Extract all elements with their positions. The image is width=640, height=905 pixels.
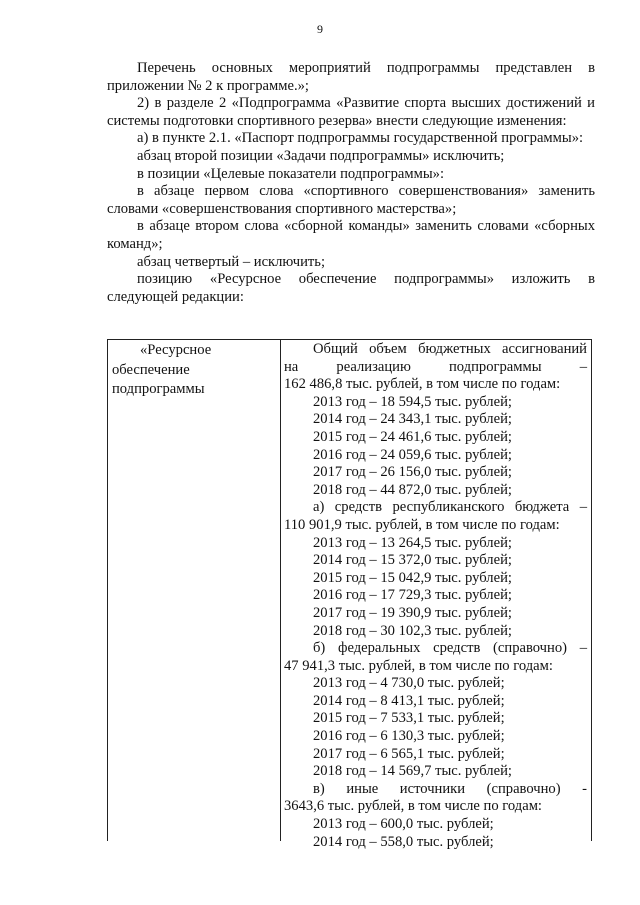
table-right-line: 2013 год – 13 264,5 тыс. рублей; — [313, 534, 512, 551]
paragraph: абзац четвертый – исключить; — [137, 253, 326, 270]
table-right-line: 2017 год – 6 565,1 тыс. рублей; — [313, 745, 505, 762]
table-right-line: 2017 год – 19 390,9 тыс. рублей; — [313, 604, 512, 621]
table-left-line: обеспечение — [112, 361, 190, 378]
paragraph: в абзаце первом слова «спортивного совершенствования» заменить словами «совершенствования спортивного мастерства»; — [107, 183, 595, 217]
table-right-line: на реализацию подпрограммы – — [284, 358, 587, 375]
table-right-line: 110 901,9 тыс. рублей, в том числе по годам: — [284, 516, 560, 533]
paragraph: в позиции «Целевые показатели подпрограммы»: — [137, 165, 445, 182]
table-right-line: 2016 год – 6 130,3 тыс. рублей; — [313, 728, 505, 745]
table-right-line: б) федеральных средств (справочно) – — [313, 640, 587, 657]
paragraph: Перечень основных мероприятий подпрограммы представлен в приложении № 2 к программе.»; — [107, 60, 595, 94]
table-right-line: 2013 год – 4 730,0 тыс. рублей; — [313, 675, 505, 692]
paragraph: 2) в разделе 2 «Подпрограмма «Развитие спорта высших достижений и системы подготовки спортивного резерва» внести следующие изменения: — [107, 95, 595, 129]
table-right-line: 2014 год – 8 413,1 тыс. рублей; — [313, 692, 505, 709]
table-right-line: 2015 год – 24 461,6 тыс. рублей; — [313, 428, 512, 445]
table-right-line: 2014 год – 24 343,1 тыс. рублей; — [313, 411, 512, 428]
table-right-line: 2017 год – 26 156,0 тыс. рублей; — [313, 464, 512, 481]
table-right-line: 2018 год – 14 569,7 тыс. рублей; — [313, 763, 512, 780]
table-right-line: Общий объем бюджетных ассигнований — [313, 341, 587, 357]
table-right-line: 3643,6 тыс. рублей, в том числе по годам: — [284, 798, 542, 815]
paragraph: в абзаце втором слова «сборной команды» заменить словами «сборных команд»; — [107, 218, 595, 252]
table-right-line: в) иные источники (справочно) - — [313, 780, 587, 797]
table-right-cell — [281, 340, 591, 850]
table-right-line: 2018 год – 30 102,3 тыс. рублей; — [313, 622, 512, 639]
paragraph: а) в пункте 2.1. «Паспорт подпрограммы государственной программы»: — [137, 130, 584, 147]
paragraph: позицию «Ресурсное обеспечение подпрограммы» изложить в следующей редакции: — [107, 271, 595, 305]
table-left-cell — [108, 340, 281, 841]
table-left-line: «Ресурсное — [140, 342, 212, 358]
table-right-line: 2018 год – 44 872,0 тыс. рублей; — [313, 481, 512, 498]
table-right-line: 2014 год – 15 372,0 тыс. рублей; — [313, 552, 512, 569]
table-right-line: 162 486,8 тыс. рублей, в том числе по годам: — [284, 376, 561, 393]
table-left-line: подпрограммы — [112, 381, 205, 397]
table-right-line: 2016 год – 17 729,3 тыс. рублей; — [313, 587, 512, 604]
table-right-line: 47 941,3 тыс. рублей, в том числе по годам: — [284, 657, 553, 674]
document-body — [107, 60, 595, 306]
table-right-line: 2015 год – 7 533,1 тыс. рублей; — [313, 710, 505, 727]
table-right-line: 2013 год – 18 594,5 тыс. рублей; — [313, 393, 512, 410]
table-right-line: а) средств республиканского бюджета – — [313, 499, 587, 516]
paragraph: абзац второй позиции «Задачи подпрограммы» исключить; — [137, 147, 505, 164]
resource-table — [107, 339, 592, 850]
table-right-line: 2014 год – 558,0 тыс. рублей; — [313, 833, 494, 850]
table-right-line: 2016 год – 24 059,6 тыс. рублей; — [313, 446, 512, 463]
page-number: 9 — [317, 22, 323, 36]
table-right-line: 2015 год – 15 042,9 тыс. рублей; — [313, 569, 512, 586]
table-right-line: 2013 год – 600,0 тыс. рублей; — [313, 816, 494, 833]
